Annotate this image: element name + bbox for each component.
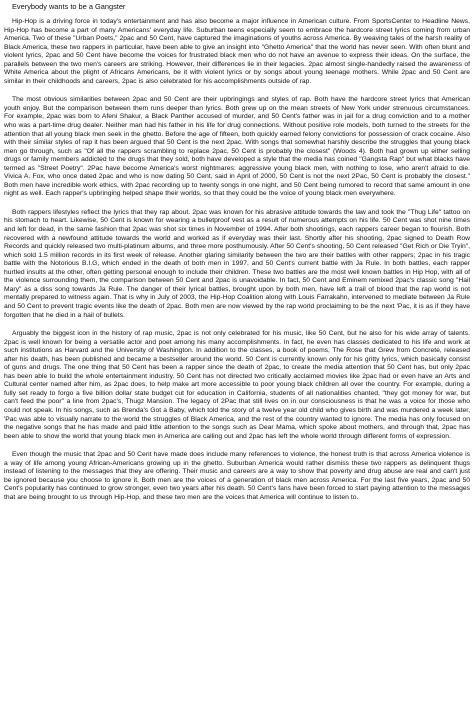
paragraph-1: Hip-Hop is a driving force in today's entertainment and has also become a major influence in American culture. From SportsCenter to Headline News, Hip-Hop has become a part of many Americans' everyday life. Suburban teens especially seem to embrace the hardcore street lyrics coming from urban America. Two of these "Urban Poets," 2pac and 50 Cent, have captured the imaginations of youths across America. By weaving tales of the harsh reality of Black America, these two rappers in particular, have been able to give an insight into "Ghetto America" that the world has never seen. With often blunt and violent lyrics, 2pac and 50 Cent have become the voices for frustrated black men who do not have an avenue to express their ideas. On the surface, the parallels between the two men's careers are striking. However, their differences lie in their legacies. 2pac almost single-handedly raised the awareness of White America about the plight of Africans Americans, be it with violent lyrics or by songs about young teenage mothers. While 2pac and 50 Cent are similar in their childhoods and careers, 2pac is also celebrated for his accomplishments outside of rap. [4,18,470,85]
paragraph-3: Both rappers lifestyles reflect the lyrics that they rap about. 2pac was known for his abrasive attitude towards the law and took the "Thug Life" tattoo on his stomach to heart. Likewise, 50 Cent is known for wearing a bulletproof vest as a result of numerous attempts on his life. 50 Cent was shot nine times and left for dead, in the same fashion that 2pac was shot six times in November of 1994. After both shootings, each rappers career began to flourish. Both recovered with a newfound attitude towards the world and worked as if everyday was their last. Shortly after his shooting, 2pac signed to Death Row Records and quickly released two multi-platinum albums, and three more posthumously. After 50 Cent's shooting, 50 Cent released "Get Rich or Die Tryin", which sold 1.5 million records in its first week of release. Another glaring similarity between the two are their battles with other rappers; 2pac in his tragic battle with the Notorious B.I.G, which ended in the death of both men in 1997, and 50 Cent's current battle with Ja Rule. In both battles, each rapper hurtled insults at the other, often getting personal enough to include their children. These two battles are the most well known battles in Hip Hop, with all of the violence surrounding them, the comparison between 50 Cent and 2pac is unavoidable. In fact, 50 Cent and Eminem remixed 2pac's classic song "Hail Mary" as a diss song towards Ja Rule. The danger of their lyrical battles, brought upon by both men, have left a trail of blood that the rap world is not mentally prepared to witness again. That is why in July of 2003, the Hip-Hop Coalition along with Louis Farrakahn, intervened to mediate between Ja Rule and 50 Cent to prevent tragic events like the death of 2pac. Both men are now viewed by the rap world proclaiming to be the next 'Pac, it is as if they have forgotten that he died in a hail of bullets. [4,208,470,319]
paragraph-5: Even though the music that 2pac and 50 Cent have made does include many references to violence, the honest truth is that across America violence is a way of life among young African-Americans growing up in the ghetto. Suburban America would rather dismiss these two rappers as delinquent thugs instead of listening to the messages that they are offering. Their music and careers are a way to show that poverty and drug abuse are real and can't just be ignored because you choose to ignore it. Both men are the voices of a generation of black men across America. For the last five years, 2pac and 50 Cent's popularity has continued to grow stronger, even two years after his death. 50 Cent's fans have been forced to start paying attention to the messages that are being brought to us through Hip-Hop, and these two men are the voices that America will continue to listen to. [4,451,470,501]
essay-title: Everybody wants to be a Gangster [12,2,126,11]
paragraph-2: The most obvious similarities between 2pac and 50 Cent are their upbringings and styles of rap. Both have the hardcore street lyrics that American youth enjoy. But the comparison between them runs deeper than lyrics. Both grew up on the mean streets of New York under strenuous circumstances. For example, 2pac was born to Afeni Shakur, a Black Panther accused of murder, and 50 Cent's father was in jail for a drug conviction and to a mother who was a part-time drug dealer. Neither man had his father in his life for drug connections. Without positive role models, both turned to the streets for the attention that all young black men seek in the ghetto. Before the age of fifteen, both quickly earned felony convictions for possession of crack cocaine. Also with their similar styles of rap it has been argued that 50 Cent is the next 2pac. With songs that somewhat harshly describe the struggles that young black men go through, such as "Of all the rappers scrambling to replace 2pac, 50 Cent is probably the closest" (Woods 4). Both had grown up either selling drugs or family members addicted to the drugs that they sold, both have developed a style that the media has coined "Gangsta Rap" but what blacks have termed as "Street Poetry". 2Pac have become America's worst nightmares: aggressive young black men, with nothing to lose, who aren't afraid to die. Vivica A. Fox, who once dated 2pac and who is now dating 50 Cent, said in April of 2000, 50 Cent is not the next 2Pac, 50 Cent is probably the closest." Both men have incredible work ethics, with 2pac recording up to twenty songs in one night, and 50 Cent being rumored to record that same amount in one night as well. Each rapper's upbringing helped shape their worlds, so that they could be the voice of young black men everywhere. [4,96,470,198]
paragraph-4: Arguably the biggest icon in the history of rap music, 2pac is not only celebrated for his music, like 50 Cent, but he also for his wide array of talents. 2pac is well known for being a versatile actor and poet among his many accomplishments. In fact, he even has classes dedicated to his life and work at such institutions as Harvard and the University of Washington. In addition to the classes, a book of poems, The Rose that Grew from Concrete, released after his death, has been published and became a bestseller around the world. 50 Cent is currently known only for his gritty lyrics, which basically consist of guns and drugs. The one thing that 50 Cent has been a rapper since the death of 2pac, to create the media attention that 50 Cent has, but only 2pac has been able to build the whole entertainment industry. 50 Cent has not directed two critically acclaimed movies like 2pac had or even have an Arts and Cultural center named after him, as 2pac does, to help make art more accessible to poor young black children all over the country. For example, during a fully set ready to forgo a five billion dollar state budget cut for education in California, students of all nationalities chanted, "they got money for war, but can't feed the poor" a line from 2pac's, Thugz Mansion. The legacy of 2Pac that still lives on in our consciousness is that he was a voice for those who could not speak. In his songs, such as Brenda's Got a Baby, which told the story of a twelve year old child who gives birth and was murdered a week later, 'Pac was able to visually narrate to the world the struggles of Black America, and the rest of the country wanted to ignore. The media has only focused on the negative songs that he has made and paid little attention to the songs such as Dear Mama, which spoke about mothers, and through that, 2pac has been able to show the world that young black men in America are calling out and 2pac has left the whole world through different forms of expression. [4,330,470,440]
